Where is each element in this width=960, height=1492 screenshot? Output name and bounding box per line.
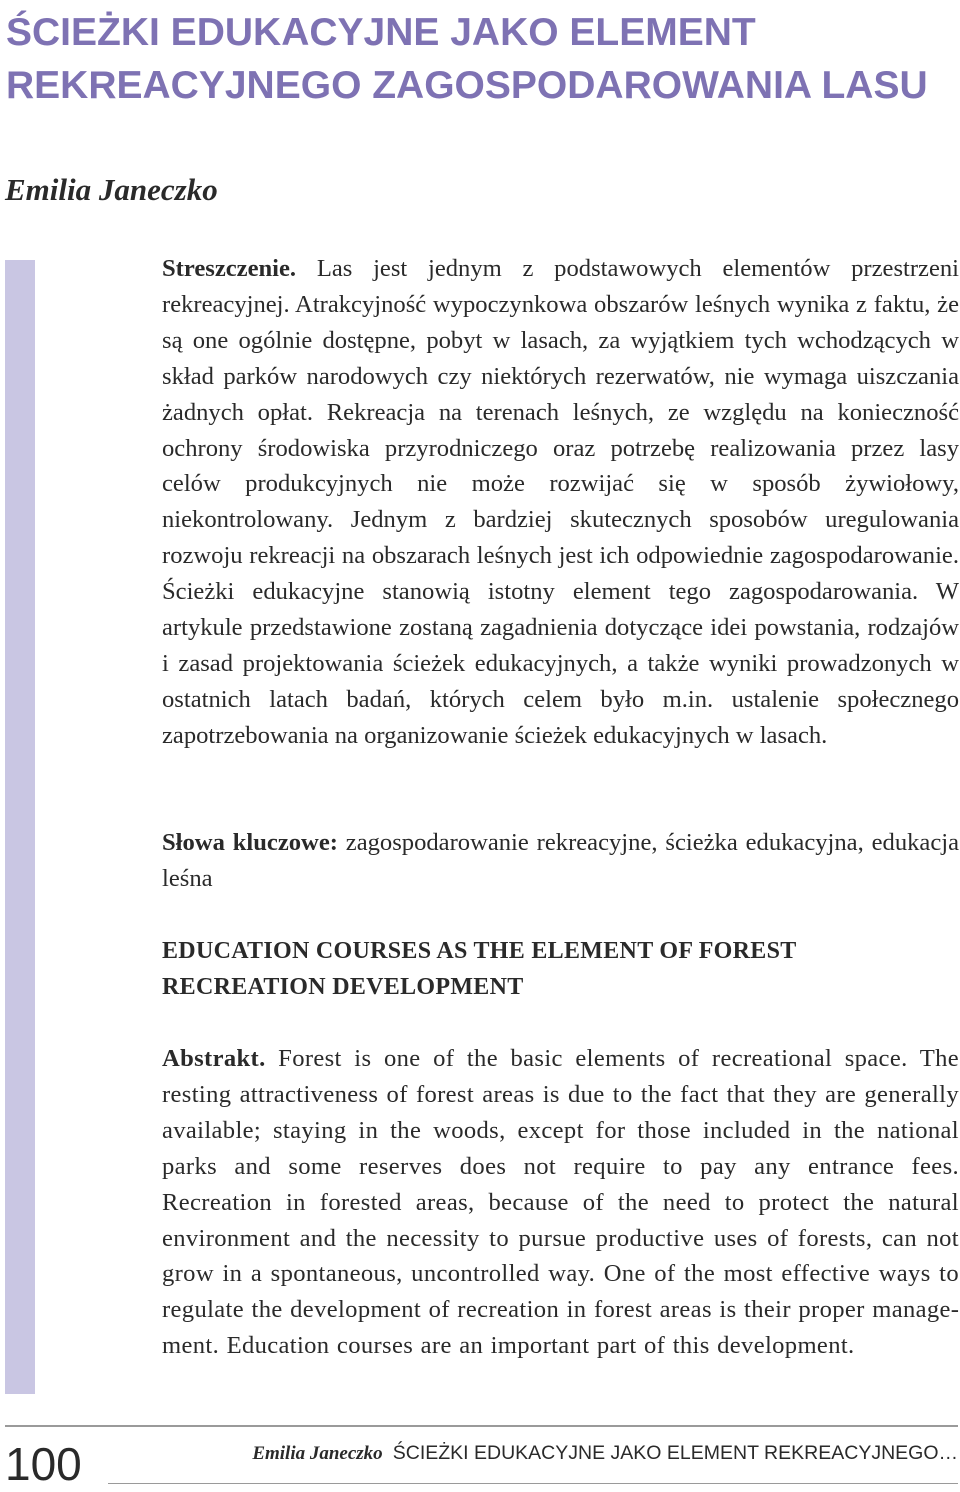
keywords-pl (162, 825, 959, 897)
keywords-pl-text: zagospodarowanie rekreacyjne, ścieżka edukacyjna, edukacja leśna (162, 829, 959, 892)
abstract-pl (162, 251, 959, 754)
english-title-line-1: EDUCATION COURSES AS THE ELEMENT OF FOREST (162, 938, 797, 964)
english-title-line-2: RECREATION DEVELOPMENT (162, 974, 524, 1000)
sidebar-accent-bar (5, 260, 35, 1394)
article-title (6, 6, 946, 112)
abstract-en (162, 1041, 959, 1364)
abstract-en-label: Abstrakt. (162, 1045, 266, 1072)
keywords-pl-label: Słowa kluczowe: (162, 829, 338, 856)
running-header (252, 1442, 958, 1465)
footer-rule-bottom (108, 1483, 958, 1484)
abstract-pl-text: Las jest jednym z podstawowych elementów przestrzeni rekreacyjnej. Atrakcyjność wypoczynkowa obszarów leśnych wynika z faktu, że są one ogólnie dostępne, pobyt w lasach, za wyjątkiem tych wchodzących w skład parków narodowych czy niektórych rezerwatów, nie wymaga uiszczania żadnych opłat. Rekreacja na terenach leśnych, ze względu na konieczność ochrony środowiska przyrodniczego oraz potrzebę realizowania przez lasy celów produkcyjnych nie może rozwijać się w sposób żywiołowy, niekontrolowany. Jednym z bardziej skutecznych sposobów uregulowania rozwoju rekreacji na obszarach leśnych jest ich odpowiednie zagospodarowanie. Ścieżki edukacyjne stanowią istotny element tego zagospodarowania. W artykule przedstawione zostaną zagadnienia dotyczące idei powstania, rodzajów i zasad projektowania ścieżek edukacyjnych, a także wyniki prowadzonych w ostatnich latach badań, których celem było m.in. ustalenie społecznego zapotrzebowania na organizowanie ścieżek edukacyjnych w lasach. (162, 255, 959, 749)
footer-rule-top (5, 1425, 958, 1427)
abstract-en-text: Forest is one of the basic elements of recreational space. The resting attractiveness of forest areas is due to the fact that they are generally available; staying in the woods, except for those included in the national parks and some reserves does not require to pay any entrance fees. Recreation in forested areas, because of the need to protect the natural environment and the necessity to pursue productive uses of forests, can not grow in a spontaneous, uncontrolled way. One of the most effective ways to regulate the development of recreation in forest areas is their proper management. Education courses are an important part of this development. (162, 1045, 959, 1360)
page-number: 100 (5, 1438, 82, 1490)
article-title-line-1: ŚCIEŻKI EDUKACYJNE JAKO ELEMENT (6, 11, 756, 54)
english-title (162, 933, 959, 1005)
article-author: Emilia Janeczko (5, 172, 218, 207)
article-title-line-2: REKREACYJNEGO ZAGOSPODAROWANIA LASU (6, 64, 928, 107)
running-header-author: Emilia Janeczko (252, 1443, 383, 1464)
abstract-pl-label: Streszczenie. (162, 255, 297, 282)
running-header-title: ŚCIEŻKI EDUKACYJNE JAKO ELEMENT REKREACYJNEGO… (392, 1442, 958, 1464)
